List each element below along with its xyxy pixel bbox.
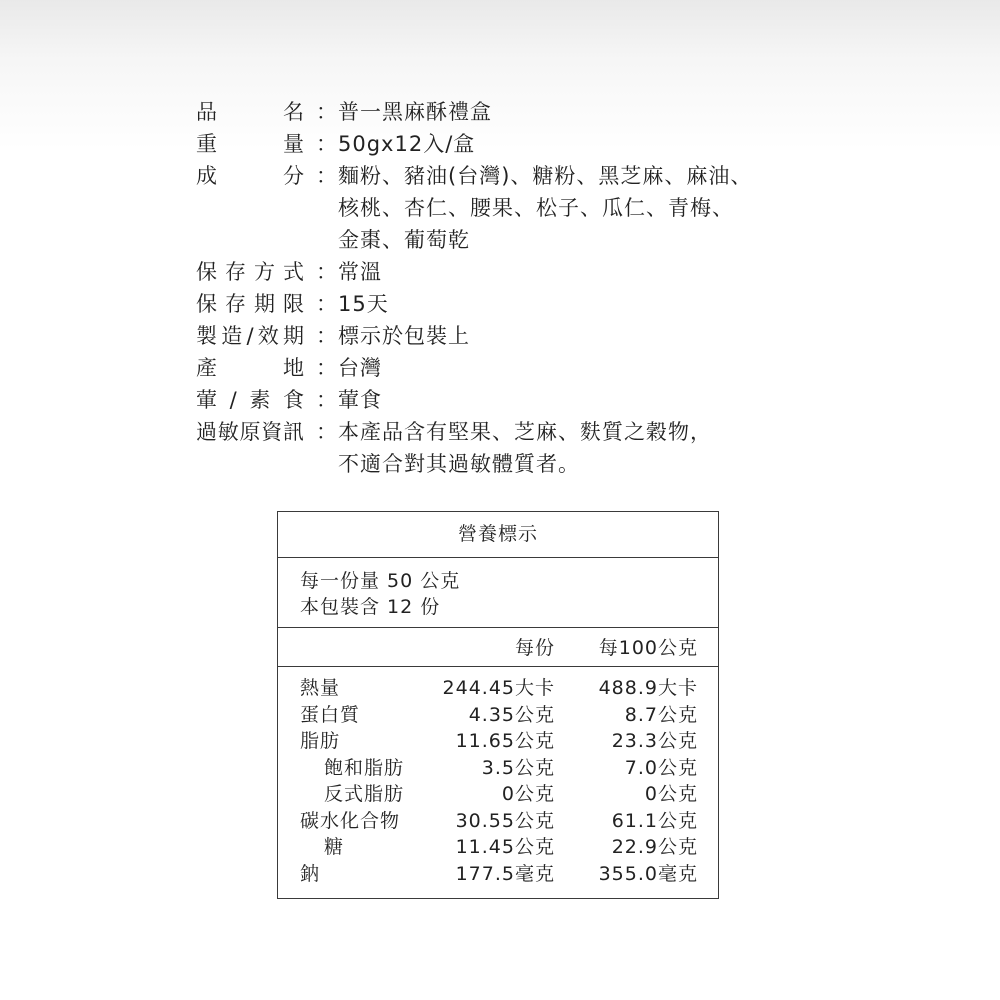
info-label: 產地 xyxy=(196,356,304,380)
per-serving-value: 177.5毫克 xyxy=(455,862,555,885)
per-100g-value: 7.0公克 xyxy=(624,756,698,779)
info-value: 普一黑麻酥禮盒 xyxy=(338,100,492,124)
table-row xyxy=(278,861,718,888)
table-row xyxy=(278,702,718,729)
nutrient-name: 糖 xyxy=(324,836,345,858)
per-serving-value: 11.65公克 xyxy=(455,730,555,752)
table-row xyxy=(278,808,718,835)
info-label: 保存方式 xyxy=(196,260,304,284)
per-100g-value: 0公克 xyxy=(644,783,698,805)
col-header-per-serving: 每份 xyxy=(514,637,555,659)
nutrient-name: 反式脂肪 xyxy=(324,783,405,805)
per-serving-value: 3.5公克 xyxy=(481,756,555,779)
info-label: 品名 xyxy=(196,100,304,124)
nutrition-table xyxy=(277,511,719,899)
per-100g-value: 22.9公克 xyxy=(611,836,698,858)
nutrition-header xyxy=(278,628,718,667)
nutrient-name: 熱量 xyxy=(300,677,341,699)
info-row-shelf-life xyxy=(196,288,816,320)
info-value: 金棗、葡萄乾 xyxy=(338,228,470,252)
colon: ： xyxy=(316,292,338,316)
serving-size: 每一份量 50 公克 xyxy=(300,570,461,592)
table-row xyxy=(278,728,718,755)
colon: ： xyxy=(316,132,338,156)
per-100g-value: 8.7公克 xyxy=(624,703,698,726)
info-value: 不適合對其過敏體質者。 xyxy=(338,452,580,476)
servings-per-package: 本包裝含 12 份 xyxy=(300,596,441,618)
nutrient-name: 蛋白質 xyxy=(300,703,361,726)
colon: ： xyxy=(316,420,338,444)
nutrient-name: 鈉 xyxy=(300,862,321,885)
info-row-name xyxy=(196,96,816,128)
table-row xyxy=(278,755,718,782)
per-serving-value: 4.35公克 xyxy=(468,703,555,726)
info-value: 葷食 xyxy=(338,388,382,412)
colon: ： xyxy=(316,260,338,284)
product-info xyxy=(196,96,816,480)
info-value: 常溫 xyxy=(338,260,382,284)
nutrient-name: 飽和脂肪 xyxy=(324,756,405,779)
colon: ： xyxy=(316,324,338,348)
colon: ： xyxy=(316,164,338,188)
info-label: 保存期限 xyxy=(196,292,304,316)
per-100g-value: 355.0毫克 xyxy=(598,862,698,885)
info-row-ingredients xyxy=(196,160,816,256)
info-value: 標示於包裝上 xyxy=(338,324,470,348)
info-row-allergen xyxy=(196,416,816,480)
colon: ： xyxy=(316,356,338,380)
table-row xyxy=(278,781,718,808)
per-100g-value: 61.1公克 xyxy=(611,809,698,832)
nutrient-name: 碳水化合物 xyxy=(300,809,401,832)
per-100g-value: 23.3公克 xyxy=(611,730,698,752)
info-value: 50gx12入/盒 xyxy=(338,132,476,156)
info-value: 本產品含有堅果、芝麻、麩質之穀物， xyxy=(338,420,712,444)
nutrition-title: 營養標示 xyxy=(278,512,718,558)
per-100g-value: 488.9大卡 xyxy=(598,677,698,699)
table-row xyxy=(278,675,718,702)
nutrition-body xyxy=(278,667,718,887)
serving-info xyxy=(278,558,718,628)
info-value: 15天 xyxy=(338,292,389,316)
info-row-weight xyxy=(196,128,816,160)
info-label: 重量 xyxy=(196,132,304,156)
info-value: 台灣 xyxy=(338,356,382,380)
colon: ： xyxy=(316,100,338,124)
nutrient-name: 脂肪 xyxy=(300,730,341,752)
per-serving-value: 30.55公克 xyxy=(455,809,555,832)
per-serving-value: 0公克 xyxy=(501,783,555,805)
info-label: 成分 xyxy=(196,164,304,188)
info-label: 製造/效期 xyxy=(196,324,304,348)
per-serving-value: 244.45大卡 xyxy=(442,677,555,699)
info-label: 過敏原資訊 xyxy=(196,420,304,444)
info-value: 麵粉、豬油(台灣)、糖粉、黑芝麻、麻油、 xyxy=(338,164,753,188)
info-row-diet-type xyxy=(196,384,816,416)
info-row-storage xyxy=(196,256,816,288)
info-row-origin xyxy=(196,352,816,384)
per-serving-value: 11.45公克 xyxy=(455,836,555,858)
colon: ： xyxy=(316,388,338,412)
info-row-dates xyxy=(196,320,816,352)
info-label: 葷/素食 xyxy=(196,388,304,412)
info-value: 核桃、杏仁、腰果、松子、瓜仁、青梅、 xyxy=(338,196,734,220)
col-header-per-100g: 每100公克 xyxy=(598,637,698,659)
table-row xyxy=(278,834,718,861)
